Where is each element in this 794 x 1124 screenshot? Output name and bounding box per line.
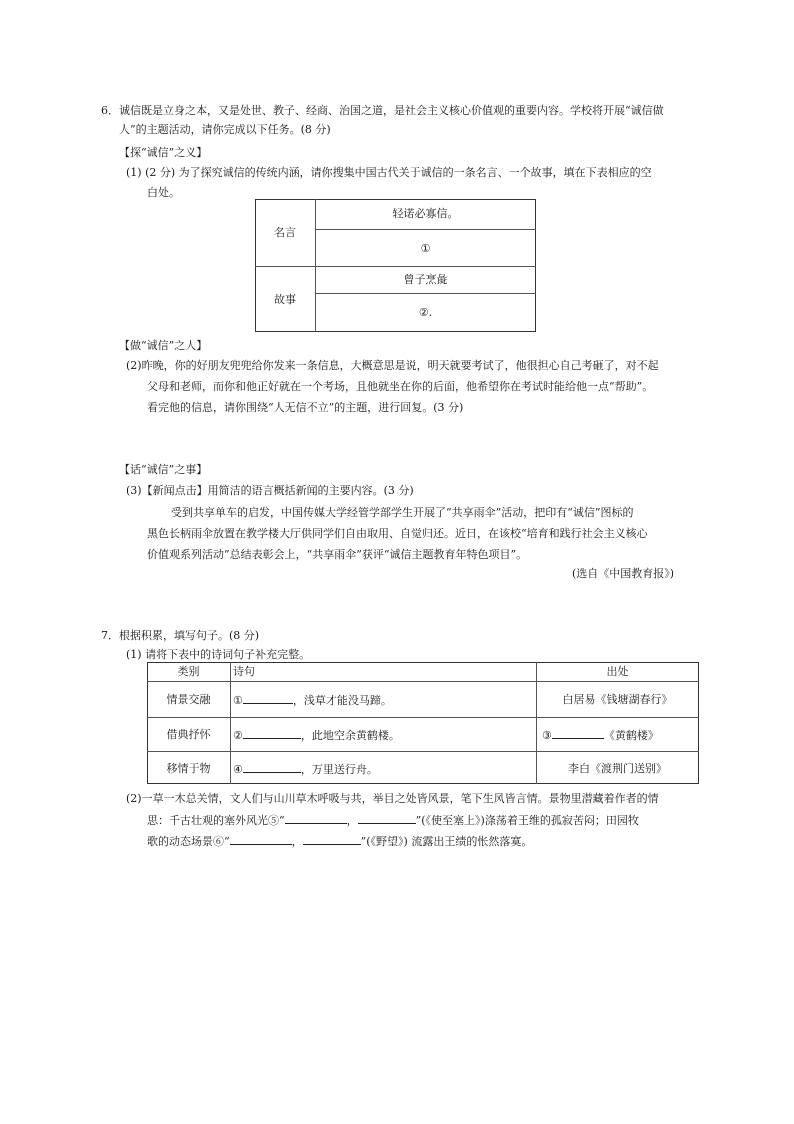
- q7-row1-prefix: ①: [233, 694, 243, 707]
- q7-row3-verse: [233, 762, 378, 777]
- q7-intro: 7．根据积累，填写句子。(8 分): [101, 629, 260, 642]
- q7-task1: (1) 请将下表中的诗词句子补充完整。: [126, 648, 311, 661]
- q6-section1-title: 【探“诚信”之义】: [119, 146, 208, 159]
- q7-task2-line1: (2)一草一木总关情，文人们与山川草木呼吸与共，举目之处皆风景，笔下生风皆言情。景物里潜藏着作者的情: [126, 792, 659, 805]
- q7-row3-prefix: ④: [233, 763, 243, 776]
- answer-blank-5b[interactable]: [358, 813, 416, 824]
- q6-section3-title: 【话“诚信”之事】: [119, 463, 208, 476]
- q6-task1-line1: (1) (2 分) 为了探究诚信的传统内涵，请你搜集中国古代关于诚信的一条名言、一个故事，填在下表相应的空: [126, 166, 652, 179]
- answer-blank-2[interactable]: [243, 728, 301, 739]
- q6-task2-line2: 父母和老师，而你和他正好就在一个考场，且他就坐在你的后面，他希望你在考试时能给他一点“帮助”。: [147, 380, 654, 393]
- q7-task2-line2: [147, 813, 639, 828]
- q7-row2-source-suffix: 《黄鹤楼》: [603, 729, 659, 742]
- q7-row2-category: 借典抒怀: [166, 728, 211, 741]
- q7-row1-category: 情景交融: [166, 693, 211, 706]
- q7-task2-line3: [147, 834, 532, 849]
- q7-task2-line3-comma: ，: [291, 835, 303, 848]
- q7-table-divider-h1: [147, 681, 699, 682]
- q7-task2-line2-start: 思：千古壮观的塞外风光⑤“: [147, 814, 285, 827]
- answer-blank-6b[interactable]: [303, 834, 361, 845]
- q7-header-category: 类别: [177, 665, 200, 678]
- q7-row2-suffix: ，此地空余黄鹤楼。: [300, 729, 400, 742]
- answer-blank-3[interactable]: [552, 728, 604, 739]
- q7-row3-category: 移情于物: [166, 762, 211, 775]
- q7-row1-source: 白居易《钱塘湖春行》: [562, 693, 673, 706]
- q6-table-divider-h1: [315, 229, 536, 230]
- q7-row2-prefix: ②: [233, 729, 243, 742]
- q6-cell-story-blank: ②.: [418, 306, 433, 319]
- q7-table-divider-h2: [147, 717, 699, 718]
- q7-row3-source: 李白《渡荆门送别》: [568, 762, 667, 775]
- q7-row2-source: [542, 728, 659, 743]
- q7-row1-verse: [233, 693, 392, 708]
- q6-cell-quote-given: 轻诺必寡信。: [392, 207, 459, 220]
- q6-news-line1: 受到共享单车的启发，中国传媒大学经管学部学生开展了“共享雨伞”活动，把印有“诚信”图标的: [171, 506, 634, 519]
- q6-cell-quote-blank: ①: [420, 242, 431, 255]
- q7-task2-line2-comma: ，: [346, 814, 358, 827]
- q6-task3-line1: (3)【新闻点击】用简洁的语言概括新闻的主要内容。(3 分): [126, 484, 414, 497]
- q7-header-poem: 诗句: [233, 665, 255, 678]
- q7-row1-suffix: ，浅草才能没马蹄。: [292, 694, 392, 707]
- q6-row-label-quote: 名言: [274, 226, 296, 239]
- q6-news-source: (选自《中国教育报》): [572, 567, 675, 580]
- q7-task2-line3-end: ”(《野望》) 流露出王绩的怅然落寞。: [360, 835, 533, 848]
- q6-table-divider-h2: [255, 266, 536, 267]
- q6-news-line3: 价值观系列活动”总结表彰会上，“共享雨伞”获评“诚信主题教育年特色项目”。: [147, 548, 528, 561]
- q6-task2-line3: 看完他的信息，请你围绕“人无信不立”的主题，进行回复。(3 分): [147, 401, 464, 414]
- answer-blank-5a[interactable]: [285, 813, 347, 824]
- q6-intro-line2: 人”的主题活动，请你完成以下任务。(8 分): [119, 123, 331, 136]
- q7-row2-source-prefix: ③: [542, 729, 552, 742]
- answer-blank-6a[interactable]: [230, 834, 292, 845]
- q6-intro-line1: 6．诚信既是立身之本，又是处世、教子、经商、治国之道，是社会主义核心价值观的重要内容。学校将开展“诚信做: [101, 104, 664, 117]
- q7-header-source: 出处: [606, 665, 629, 678]
- q6-cell-story-given: 曾子烹彘: [403, 273, 448, 286]
- answer-blank-1[interactable]: [243, 693, 293, 704]
- q6-table-divider-h3: [315, 293, 536, 294]
- q6-row-label-story: 故事: [274, 293, 296, 306]
- q7-table-divider-h3: [147, 751, 699, 752]
- q7-task2-line3-start: 歌的动态场景⑥“: [147, 835, 230, 848]
- q6-section2-title: 【做“诚信”之人】: [119, 339, 208, 352]
- q7-row2-verse: [233, 728, 400, 743]
- q6-news-line2: 黑色长柄雨伞放置在教学楼大厅供同学们自由取用、自觉归还。近日，在该校“培育和践行社会主义核心: [147, 527, 648, 540]
- q7-row3-suffix: ，万里送行舟。: [300, 763, 378, 776]
- q6-task2-line1: (2)昨晚，你的好朋友兜兜给你发来一条信息，大概意思是说，明天就要考试了，他很担心自己考砸了，对不起: [126, 359, 659, 372]
- answer-blank-4[interactable]: [243, 762, 301, 773]
- q6-task1-line2: 白处。: [147, 186, 180, 199]
- q7-task2-line2-end: ”(《使至塞上》)涤荡着王维的孤寂苦闷；田园牧: [415, 814, 639, 827]
